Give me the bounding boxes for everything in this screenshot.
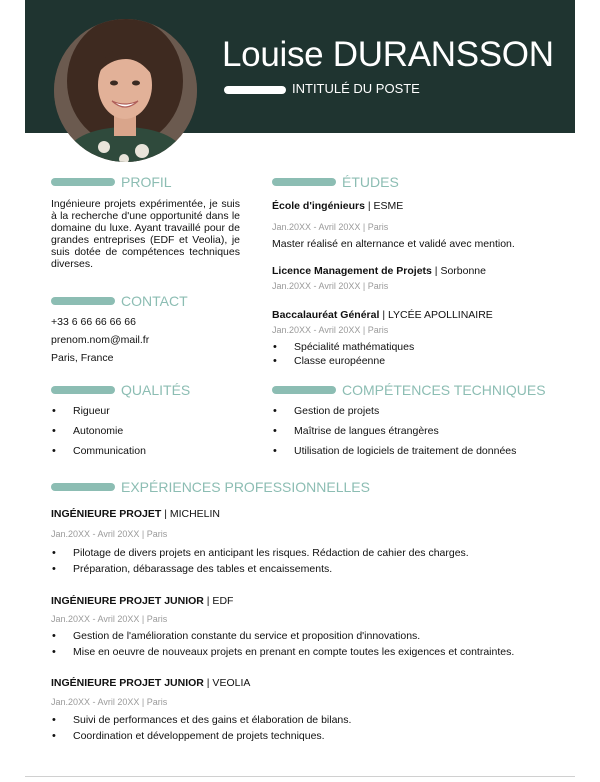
section-qualites-heading	[51, 382, 190, 398]
experience-company: | EDF	[203, 595, 234, 607]
section-experiences-heading	[51, 479, 370, 495]
section-competences-heading	[272, 382, 546, 398]
etude-degree: Licence Management de Projets	[272, 265, 432, 277]
contact-city: Paris, France	[51, 352, 114, 364]
experience-role: INGÉNIEURE PROJET JUNIOR	[51, 677, 204, 689]
list-item: • Maîtrise de langues étrangères	[272, 425, 516, 438]
experience-bullets	[51, 630, 514, 659]
experience-bullets	[51, 714, 351, 743]
etude-date: Jan.20XX - Avril 20XX | Paris	[272, 222, 389, 232]
list-item: • Gestion de projets	[272, 405, 516, 418]
list-item: • Gestion de l'amélioration constante du service et proposition d'innovations.	[51, 630, 514, 643]
section-bar	[272, 386, 336, 394]
page-bottom-border	[25, 776, 575, 777]
experience-company: | VEOLIA	[203, 677, 251, 689]
section-bar	[51, 297, 115, 305]
contact-email: prenom.nom@mail.fr	[51, 334, 150, 346]
experience-role: INGÉNIEURE PROJET JUNIOR	[51, 595, 204, 607]
experience-company: | MICHELIN	[161, 508, 221, 520]
experience-title	[51, 677, 250, 690]
portrait-image	[54, 19, 197, 162]
list-item: • Classe européenne	[272, 355, 414, 368]
section-bar	[51, 178, 115, 186]
etude-detail: Master réalisé en alternance et validé avec mention.	[272, 238, 515, 250]
experience-date: Jan.20XX - Avril 20XX | Paris	[51, 529, 168, 539]
section-etudes-heading	[272, 174, 399, 190]
qualites-list	[51, 405, 146, 458]
etude-school: | Sorbonne	[431, 265, 486, 277]
etude-title	[272, 200, 403, 213]
competences-list	[272, 405, 516, 458]
experience-role: INGÉNIEURE PROJET	[51, 508, 162, 520]
section-title: PROFIL	[121, 174, 172, 190]
etude-title	[272, 309, 493, 322]
list-item: • Rigueur	[51, 405, 146, 418]
job-title-bar	[224, 86, 286, 94]
section-title: EXPÉRIENCES PROFESSIONNELLES	[121, 479, 370, 495]
etude-bullets	[272, 341, 414, 368]
section-profil-heading	[51, 174, 172, 190]
list-item: • Préparation, débarassage des tables et encaissements.	[51, 563, 469, 576]
section-title: CONTACT	[121, 293, 188, 309]
experience-title	[51, 595, 233, 608]
candidate-name: Louise DURANSSON	[222, 35, 554, 74]
job-title: INTITULÉ DU POSTE	[292, 81, 420, 96]
etude-school: | LYCÉE APOLLINAIRE	[382, 309, 493, 321]
experience-bullets	[51, 547, 469, 576]
section-bar	[51, 386, 115, 394]
experience-date: Jan.20XX - Avril 20XX | Paris	[51, 614, 168, 624]
contact-phone: +33 6 66 66 66 66	[51, 316, 136, 328]
experience-title	[51, 508, 220, 521]
etude-date: Jan.20XX - Avril 20XX | Paris	[272, 325, 389, 335]
section-contact-heading	[51, 293, 188, 309]
list-item: • Utilisation de logiciels de traitement de données	[272, 445, 516, 458]
etude-school: | ESME	[364, 200, 404, 212]
list-item: • Spécialité mathématiques	[272, 341, 414, 354]
section-title: QUALITÉS	[121, 382, 191, 398]
profile-photo	[54, 19, 197, 162]
etude-date: Jan.20XX - Avril 20XX | Paris	[272, 281, 389, 291]
list-item: • Pilotage de divers projets en anticipant les risques. Rédaction de cahier des charges.	[51, 547, 469, 560]
etude-degree: École d'ingénieurs	[272, 200, 365, 212]
etude-title	[272, 265, 486, 278]
etude-degree: Baccalauréat Général	[272, 309, 383, 321]
list-item: • Suivi de performances et des gains et élaboration de bilans.	[51, 714, 351, 727]
section-title: ÉTUDES	[342, 174, 399, 190]
list-item: • Autonomie	[51, 425, 146, 438]
list-item: • Mise en oeuvre de nouveaux projets en prenant en compte toutes les exigences et contraintes.	[51, 646, 514, 659]
experience-date: Jan.20XX - Avril 20XX | Paris	[51, 697, 168, 707]
list-item: • Communication	[51, 445, 146, 458]
section-bar	[51, 483, 115, 491]
profil-text: Ingénieure projets expérimentée, je suis à la recherche d'une opportunité dans le domaine du luxe. Ayant travaillé pour de grandes entreprises (EDF et Veolia), je suis dotée de compétences techniques diverses.	[51, 198, 240, 270]
list-item: • Coordination et développement de projets techniques.	[51, 730, 351, 743]
section-bar	[272, 178, 336, 186]
section-title: COMPÉTENCES TECHNIQUES	[342, 382, 546, 398]
